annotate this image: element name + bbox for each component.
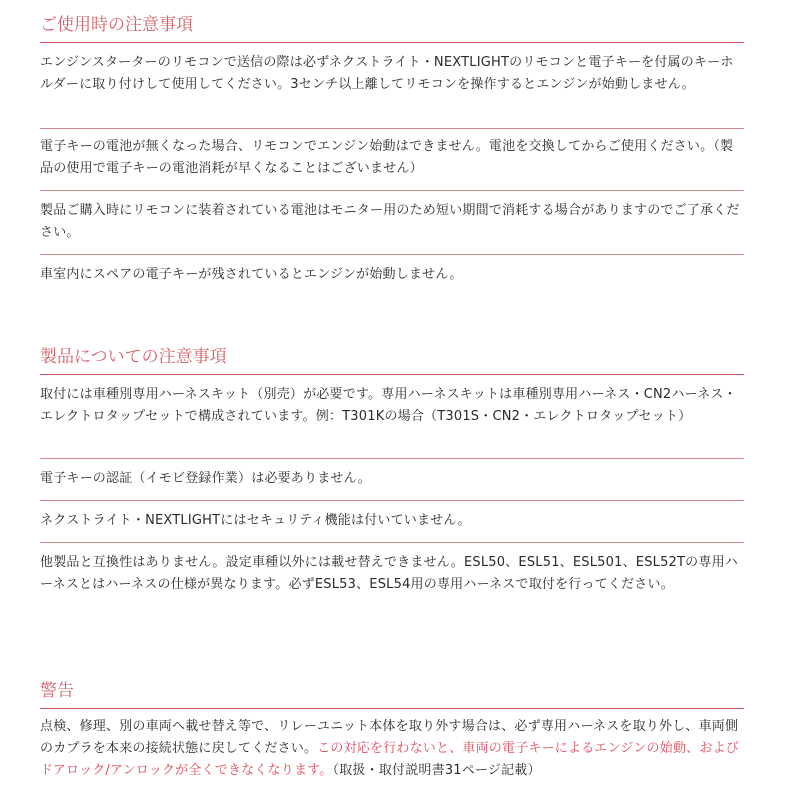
product-note-immobilizer: 電子キーの認証（イモビ登録作業）は必要ありません。 [40, 471, 371, 486]
usage-note-spare-key: 車室内にスペアの電子キーが残されているとエンジンが始動しません。 [40, 267, 463, 282]
product-note-compatibility: 他製品と互換性はありません。設定車種以外には載せ替えできません。ESL50、ESL51、ESL501、ESL52Tの専用ハーネスとはハーネスの仕様が異なります。必ずESL53、ESL54用の専用ハーネスで取付を行ってください。 [40, 555, 738, 592]
divider [40, 458, 744, 459]
divider [40, 542, 744, 543]
warning-text-part1: 点検、修理、別の車両へ載せ替え等で、リレーユニット本体を取り外す場合は、必ず専用ハーネスを取り外し、車両側のカプラを本来の接続状態に戻してください。 [40, 719, 739, 756]
usage-note-battery-empty: 電子キーの電池が無くなった場合、リモコンでエンジン始動はできません。電池を交換してからご使用ください。（製品の使用で電子キーの電池消耗が早くなることはございません） [40, 139, 734, 176]
section-title-warning: 警告 [40, 680, 744, 709]
divider [40, 128, 744, 129]
warning-text [40, 716, 744, 782]
warning-text-reference: （取扱・取付説明書31ページ記載） [332, 763, 541, 778]
section-title-usage-notes: ご使用時の注意事項 [40, 14, 744, 43]
divider [40, 190, 744, 191]
divider [40, 500, 744, 501]
product-note-security: ネクストライト・NEXTLIGHTにはセキュリティ機能は付いていません。 [40, 513, 471, 528]
section-title-product-notes: 製品についての注意事項 [40, 346, 744, 375]
product-note-harness-kit: 取付には車種別専用ハーネスキット（別売）が必要です。専用ハーネスキットは車種別専用ハーネス・CN2ハーネス・エレクトロタップセットで構成されています。例：T301Kの場合（T301S・CN2・エレクトロタップセット） [40, 387, 737, 424]
usage-note-monitor-battery: 製品ご購入時にリモコンに装着されている電池はモニター用のため短い期間で消耗する場合がありますのでご了承ください。 [40, 203, 740, 240]
divider [40, 254, 744, 255]
warning-text-highlight: この対応を行わないと、車両の電子キーによるエンジンの始動、およびドアロック/アンロックが全くできなくなります。 [40, 741, 739, 778]
usage-note-remote-keyholder: エンジンスターターのリモコンで送信の際は必ずネクストライト・NEXTLIGHTのリモコンと電子キーを付属のキーホルダーに取り付けして使用してください。3センチ以上離してリモコンを操作するとエンジンが始動しません。 [40, 55, 734, 92]
